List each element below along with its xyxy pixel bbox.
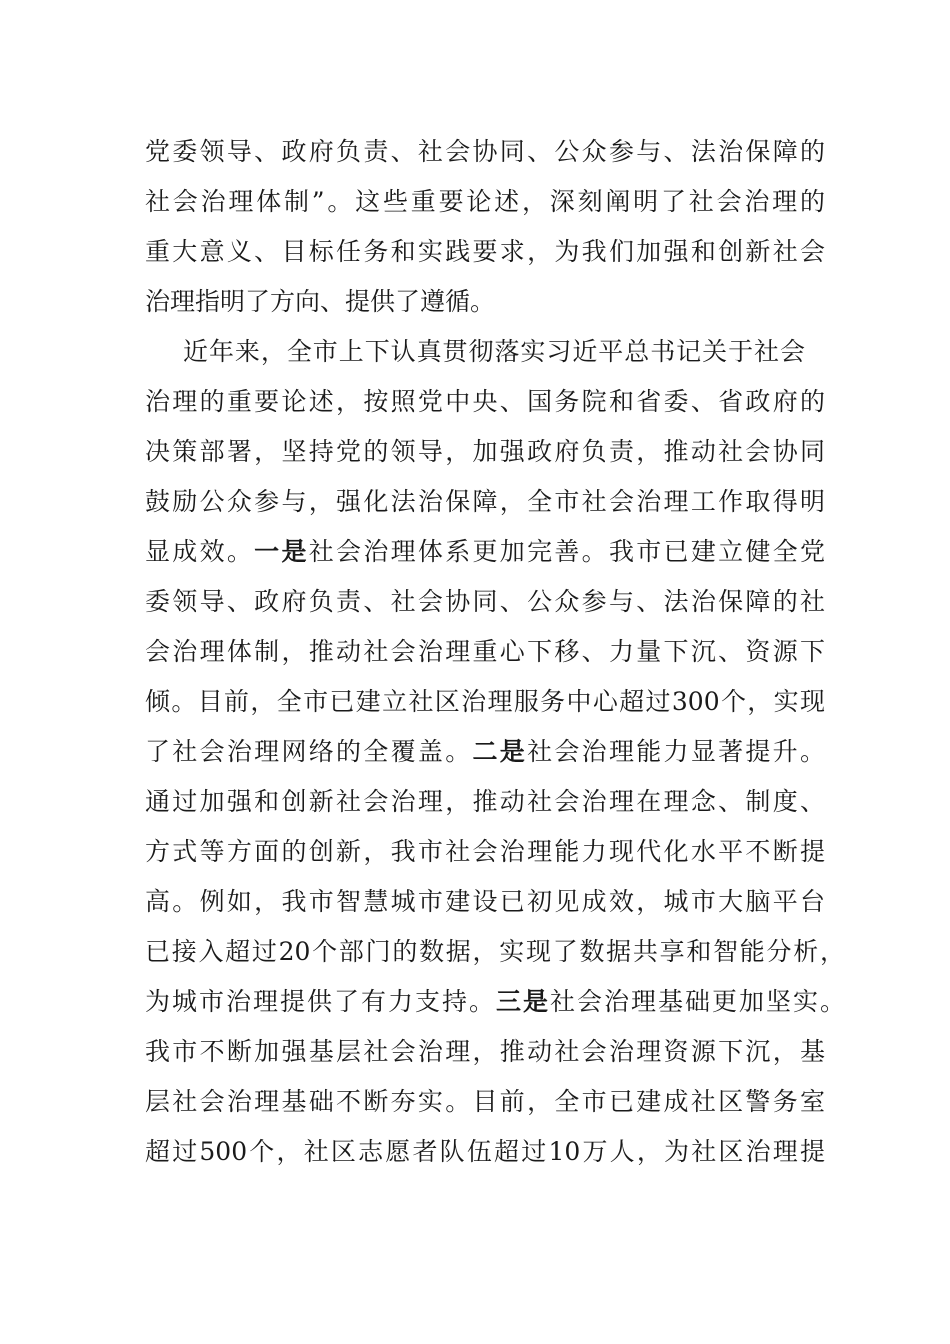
text-run: 了社会治理网络的全覆盖。 — [145, 737, 473, 766]
paragraph-line — [145, 977, 845, 1027]
paragraph-line: 治理指明了方向、提供了遵循。 — [145, 287, 496, 316]
paragraph-line: 已接入超过20个部门的数据，实现了数据共享和智能分析， — [145, 937, 845, 966]
paragraph-line — [145, 727, 825, 777]
bold-keyword: 二是 — [472, 737, 528, 766]
text-run: 社会治理体系更加完善。我市已建立健全党 — [308, 537, 825, 566]
paragraph-line: 通过加强和创新社会治理，推动社会治理在理念、制度、 — [145, 787, 825, 816]
paragraph-line: 层社会治理基础不断夯实。目前，全市已建成社区警务室 — [145, 1087, 825, 1116]
paragraph-line: 党委领导、政府负责、社会协同、公众参与、法治保障的 — [145, 137, 825, 166]
paragraph-line: 鼓励公众参与，强化法治保障，全市社会治理工作取得明 — [145, 487, 825, 516]
paragraph-line: 重大意义、目标任务和实践要求，为我们加强和创新社会 — [145, 237, 825, 266]
text-run: 社会治理能力显著提升。 — [527, 737, 825, 766]
bold-keyword: 一是 — [254, 537, 309, 566]
paragraph-line: 超过500个，社区志愿者队伍超过10万人，为社区治理提 — [145, 1137, 825, 1166]
text-run: 社会治理基础更加坚实。 — [549, 987, 845, 1016]
paragraph-line: 会治理体制，推动社会治理重心下移、力量下沉、资源下 — [145, 637, 825, 666]
paragraph-line — [145, 527, 825, 577]
paragraph-line: 社会治理体制”。这些重要论述，深刻阐明了社会治理的 — [145, 187, 825, 216]
text-run: 显成效。 — [145, 537, 255, 566]
paragraph-line: 我市不断加强基层社会治理，推动社会治理资源下沉，基 — [145, 1037, 825, 1066]
paragraph-line: 治理的重要论述，按照党中央、国务院和省委、省政府的 — [145, 387, 825, 416]
paragraph-line: 方式等方面的创新，我市社会治理能力现代化水平不断提 — [145, 837, 825, 866]
paragraph-line: 倾。目前，全市已建立社区治理服务中心超过300个，实现 — [145, 687, 825, 716]
paragraph-line: 高。例如，我市智慧城市建设已初见成效，城市大脑平台 — [145, 887, 825, 916]
paragraph-line: 近年来，全市上下认真贯彻落实习近平总书记关于社会 — [183, 337, 805, 366]
bold-keyword: 三是 — [495, 987, 550, 1016]
paragraph-line: 委领导、政府负责、社会协同、公众参与、法治保障的社 — [145, 587, 825, 616]
paragraph-line: 决策部署，坚持党的领导，加强政府负责，推动社会协同 — [145, 437, 825, 466]
text-run: 为城市治理提供了有力支持。 — [145, 987, 496, 1016]
